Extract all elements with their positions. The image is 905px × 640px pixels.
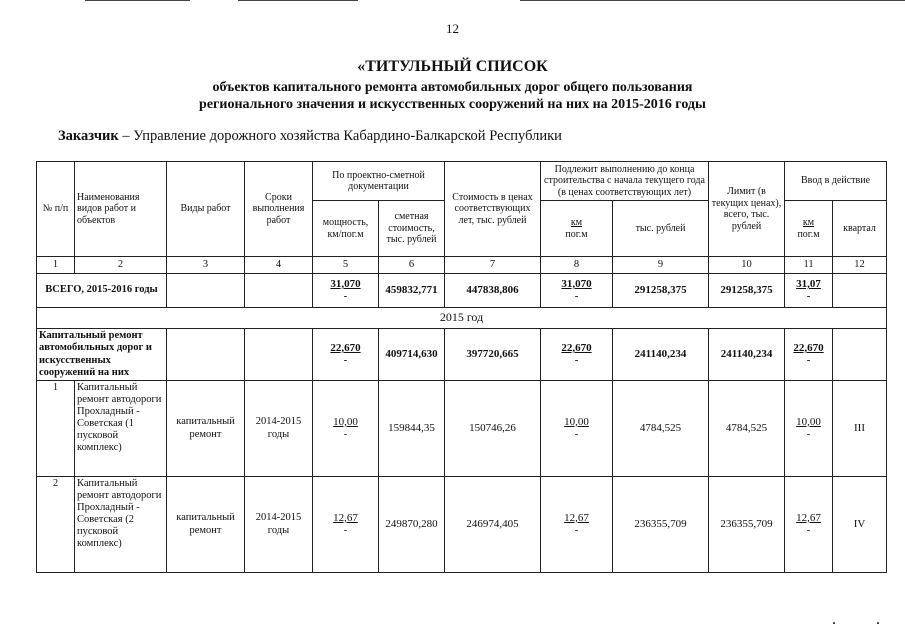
- document-subtitle-line2: регионального значения и искусственных сооружений на них на 2015-2016 годы: [199, 97, 706, 112]
- row-commission: [785, 477, 833, 573]
- total-km-sub: -: [574, 291, 579, 302]
- header-to-complete: Подлежит выполнению до конца строительства с начала текущего года (в ценах соответствующих лет): [541, 162, 709, 201]
- header-commission-pogm: пог.м: [797, 228, 820, 240]
- row-name: Капитальный ремонт автодороги Прохладный - Советская (1 пусковой комплекс): [75, 381, 167, 477]
- empty-cell: [167, 274, 245, 308]
- row-km-value: 10,00: [564, 415, 589, 428]
- total-capacity-value: 31,070: [330, 277, 361, 290]
- row-limit: 236355,709: [709, 477, 785, 573]
- section-cost-current: 397720,665: [445, 329, 541, 381]
- total-cost-current: 447838,806: [445, 274, 541, 308]
- row-commission-value: 10,00: [796, 415, 821, 428]
- empty-cell: [167, 329, 245, 381]
- row-km-sub: -: [574, 525, 579, 536]
- header-estimated-cost: сметная стоимость, тыс. рублей: [379, 201, 445, 257]
- total-commission-sub: -: [806, 291, 811, 302]
- row-capacity-value: 12,67: [333, 511, 358, 524]
- total-km: [541, 274, 613, 308]
- section-capacity-sub: -: [343, 355, 348, 366]
- total-limit: 291258,375: [709, 274, 785, 308]
- scan-mark-left: ·: [832, 616, 837, 630]
- empty-cell: [833, 329, 887, 381]
- column-number: 6: [379, 257, 445, 274]
- total-capacity-sub: -: [343, 291, 348, 302]
- row-limit: 4784,525: [709, 381, 785, 477]
- empty-cell: [245, 329, 313, 381]
- total-row: [37, 274, 887, 308]
- column-number: 12: [833, 257, 887, 274]
- header-commission-km-pogm: [785, 201, 833, 257]
- year-label: 2015 год: [37, 308, 887, 329]
- top-rule-right: [520, 0, 905, 1]
- column-number: 7: [445, 257, 541, 274]
- row-terms: 2014-2015 годы: [245, 477, 313, 573]
- row-quarter: III: [833, 381, 887, 477]
- column-number: 10: [709, 257, 785, 274]
- section-km-value: 22,670: [561, 341, 592, 354]
- customer-text: – Управление дорожного хозяйства Кабардино-Балкарской Республики: [118, 128, 562, 144]
- header-quarter: квартал: [833, 201, 887, 257]
- column-number: 1: [37, 257, 75, 274]
- column-number: 2: [75, 257, 167, 274]
- row-cost-current: 150746,26: [445, 381, 541, 477]
- title-list-table: [36, 161, 887, 573]
- customer-label: Заказчик: [58, 128, 119, 144]
- section-km: [541, 329, 613, 381]
- column-number-row: [37, 257, 887, 274]
- header-work-types: Виды работ: [167, 162, 245, 257]
- section-label: Капитальный ремонт автомобильных дорог и искусственных сооружений на них: [37, 329, 167, 381]
- row-capacity-value: 10,00: [333, 415, 358, 428]
- row-commission-sub: -: [806, 429, 811, 440]
- header-row-1: [37, 162, 887, 201]
- row-km-sub: -: [574, 429, 579, 440]
- header-num: № п/п: [37, 162, 75, 257]
- top-rule-middle: [238, 0, 358, 1]
- total-commission-value: 31,07: [796, 277, 821, 290]
- header-km-pogm: [541, 201, 613, 257]
- row-rub: 4784,525: [613, 381, 709, 477]
- document-subtitle-line1: объектов капитального ремонта автомобильных дорог общего пользования: [212, 80, 693, 95]
- section-estimated-cost: 409714,630: [379, 329, 445, 381]
- row-work-type: капитальный ремонт: [167, 477, 245, 573]
- row-num: 1: [37, 381, 75, 477]
- column-number: 4: [245, 257, 313, 274]
- empty-cell: [833, 274, 887, 308]
- header-commissioning: Ввод в действие: [785, 162, 887, 201]
- section-capacity-value: 22,670: [330, 341, 361, 354]
- row-capacity: [313, 381, 379, 477]
- total-km-value: 31,070: [561, 277, 592, 290]
- row-commission-sub: -: [806, 525, 811, 536]
- header-commission-km: км: [802, 217, 815, 228]
- table-row: [37, 381, 887, 477]
- total-rub: 291258,375: [613, 274, 709, 308]
- section-commission: [785, 329, 833, 381]
- total-commission: [785, 274, 833, 308]
- row-capacity-sub: -: [343, 525, 348, 536]
- section-capacity: [313, 329, 379, 381]
- section-limit: 241140,234: [709, 329, 785, 381]
- row-quarter: IV: [833, 477, 887, 573]
- row-commission-value: 12,67: [796, 511, 821, 524]
- empty-cell: [245, 274, 313, 308]
- row-capacity-sub: -: [343, 429, 348, 440]
- row-km-value: 12,67: [564, 511, 589, 524]
- row-km: [541, 381, 613, 477]
- header-design-doc: По проектно-сметной документации: [313, 162, 445, 201]
- row-estimated-cost: 249870,280: [379, 477, 445, 573]
- header-cost-current: Стоимость в ценах соответствующих лет, тыс. рублей: [445, 162, 541, 257]
- column-number: 11: [785, 257, 833, 274]
- column-number: 3: [167, 257, 245, 274]
- column-number: 5: [313, 257, 379, 274]
- header-name: Наименования видов работ и объектов: [75, 162, 167, 257]
- header-capacity: мощность, км/пог.м: [313, 201, 379, 257]
- section-rub: 241140,234: [613, 329, 709, 381]
- header-pogm: пог.м: [565, 228, 588, 240]
- customer-line: [58, 128, 562, 145]
- header-terms: Сроки выполнения работ: [245, 162, 313, 257]
- section-commission-value: 22,670: [793, 341, 824, 354]
- row-km: [541, 477, 613, 573]
- total-capacity: [313, 274, 379, 308]
- column-number: 9: [613, 257, 709, 274]
- total-estimated-cost: 459832,771: [379, 274, 445, 308]
- row-work-type: капитальный ремонт: [167, 381, 245, 477]
- total-label: ВСЕГО, 2015-2016 годы: [37, 274, 167, 308]
- section-km-sub: -: [574, 355, 579, 366]
- row-rub: 236355,709: [613, 477, 709, 573]
- year-row: [37, 308, 887, 329]
- row-terms: 2014-2015 годы: [245, 381, 313, 477]
- top-rule-left: [85, 0, 190, 1]
- header-limit: Лимит (в текущих ценах), всего, тыс. рублей: [709, 162, 785, 257]
- section-row: [37, 329, 887, 381]
- row-capacity: [313, 477, 379, 573]
- row-name: Капитальный ремонт автодороги Прохладный - Советская (2 пусковой комплекс): [75, 477, 167, 573]
- table-row: [37, 477, 887, 573]
- column-number: 8: [541, 257, 613, 274]
- header-thousand-rub: тыс. рублей: [613, 201, 709, 257]
- row-commission: [785, 381, 833, 477]
- row-num: 2: [37, 477, 75, 573]
- page-number: 12: [446, 21, 459, 36]
- row-estimated-cost: 159844,35: [379, 381, 445, 477]
- scan-mark-right: ·: [876, 616, 881, 630]
- row-cost-current: 246974,405: [445, 477, 541, 573]
- document-title: «ТИТУЛЬНЫЙ СПИСОК: [357, 58, 548, 75]
- header-km: км: [570, 217, 583, 228]
- section-commission-sub: -: [806, 355, 811, 366]
